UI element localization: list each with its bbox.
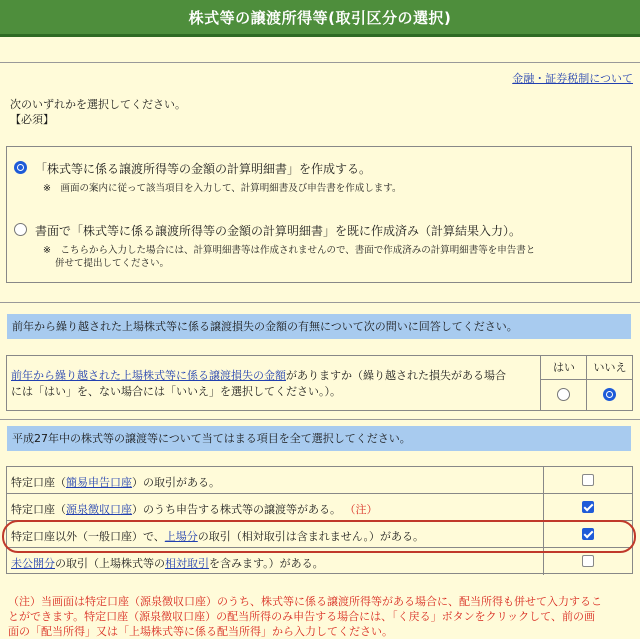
carryover-loss-section-header: 前年から繰り越された上場株式等に係る譲渡損失の金額の有無について次の問いに回答してください。 (7, 314, 631, 339)
transaction-type-table (6, 466, 633, 574)
simple-report-account-checkbox[interactable] (582, 474, 594, 486)
entry-method-options (6, 146, 632, 283)
footer-note: （注）当画面は特定口座（源泉徴収口座）のうち、株式等に係る譲渡所得等がある場合に、配当所得も併せて入力するこ とができます。特定口座（源泉徴収口座）の配当所得のみ申告する場合には、「く戻る」ボタンをクリックして、前の画 面の「配当所得」又は「上場株式等に係る配当所得」から入力してください。 (8, 595, 602, 638)
listed-stock-link[interactable]: 上場分 (164, 530, 198, 543)
answer-yes-radio[interactable] (557, 388, 570, 401)
required-badge: 【必須】 (10, 113, 54, 126)
carryover-loss-question-text: 前年から繰り越された上場株式等に係る譲渡損失の金額がありますか（繰り越された損失がある場合 には「はい」を、ない場合には「いいえ」を選択してください。）。 (11, 369, 506, 398)
selection-prompt: 次のいずれかを選択してください。 【必須】 (10, 98, 186, 126)
withholding-account-link[interactable]: 源泉徴収口座 (66, 503, 132, 516)
table-row: 特定口座（源泉徴収口座）のうち申告する株式等の譲渡等がある。 （注） (7, 494, 632, 521)
carryover-loss-question (6, 355, 633, 411)
divider (0, 302, 640, 303)
withholding-account-checkbox[interactable] (582, 501, 594, 513)
negotiated-transaction-link[interactable]: 相対取引 (165, 557, 209, 570)
answer-yes-column (540, 356, 587, 410)
table-row: 特定口座（簡易申告口座）の取引がある。 (7, 467, 632, 494)
table-row: 未公開分の取引（上場株式等の相対取引を含みます。）がある。 (7, 548, 632, 575)
divider (0, 62, 640, 63)
unlisted-stock-link[interactable]: 未公開分 (11, 557, 55, 570)
general-account-checkbox[interactable] (582, 528, 594, 540)
option-already-created-note: ※ こちらから入力した場合には、計算明細書等は作成されませんので、書面で作成済みの計算明細書等を申告書と 併せて提出してください。 (43, 245, 536, 269)
option-create-statement-label[interactable]: 「株式等に係る譲渡所得等の金額の計算明細書」を作成する。 (35, 162, 372, 176)
transaction-type-section-header: 平成27年中の株式等の譲渡等について当てはまる項目を全て選択してください。 (7, 426, 631, 451)
divider (0, 419, 640, 420)
table-row: 特定口座以外（一般口座）で、上場分の取引（相対取引は含まれません。）がある。 (7, 521, 632, 548)
answer-no-column (586, 356, 633, 410)
answer-no-label: いいえ (587, 356, 633, 380)
option-already-created-label[interactable]: 書面で「株式等に係る譲渡所得等の金額の計算明細書」を既に作成済み（計算結果入力）。 (35, 224, 522, 238)
tax-info-link[interactable]: 金融・証券税制について (512, 72, 633, 85)
answer-no-radio[interactable] (603, 388, 616, 401)
answer-yes-label: はい (541, 356, 587, 380)
simple-report-account-link[interactable]: 簡易申告口座 (66, 476, 132, 489)
option-create-statement-radio[interactable] (14, 161, 27, 174)
note-marker: （注） (344, 503, 378, 516)
option-already-created-radio[interactable] (14, 223, 27, 236)
carryover-loss-link[interactable]: 前年から繰り越された上場株式等に係る譲渡損失の金額 (11, 369, 286, 382)
page-title-bar (0, 0, 640, 37)
option-create-statement-note: ※ 画面の案内に従って該当項目を入力して、計算明細書及び申告書を作成します。 (43, 183, 402, 194)
unlisted-stock-checkbox[interactable] (582, 555, 594, 567)
page-title: 株式等の譲渡所得等(取引区分の選択) (188, 8, 452, 27)
